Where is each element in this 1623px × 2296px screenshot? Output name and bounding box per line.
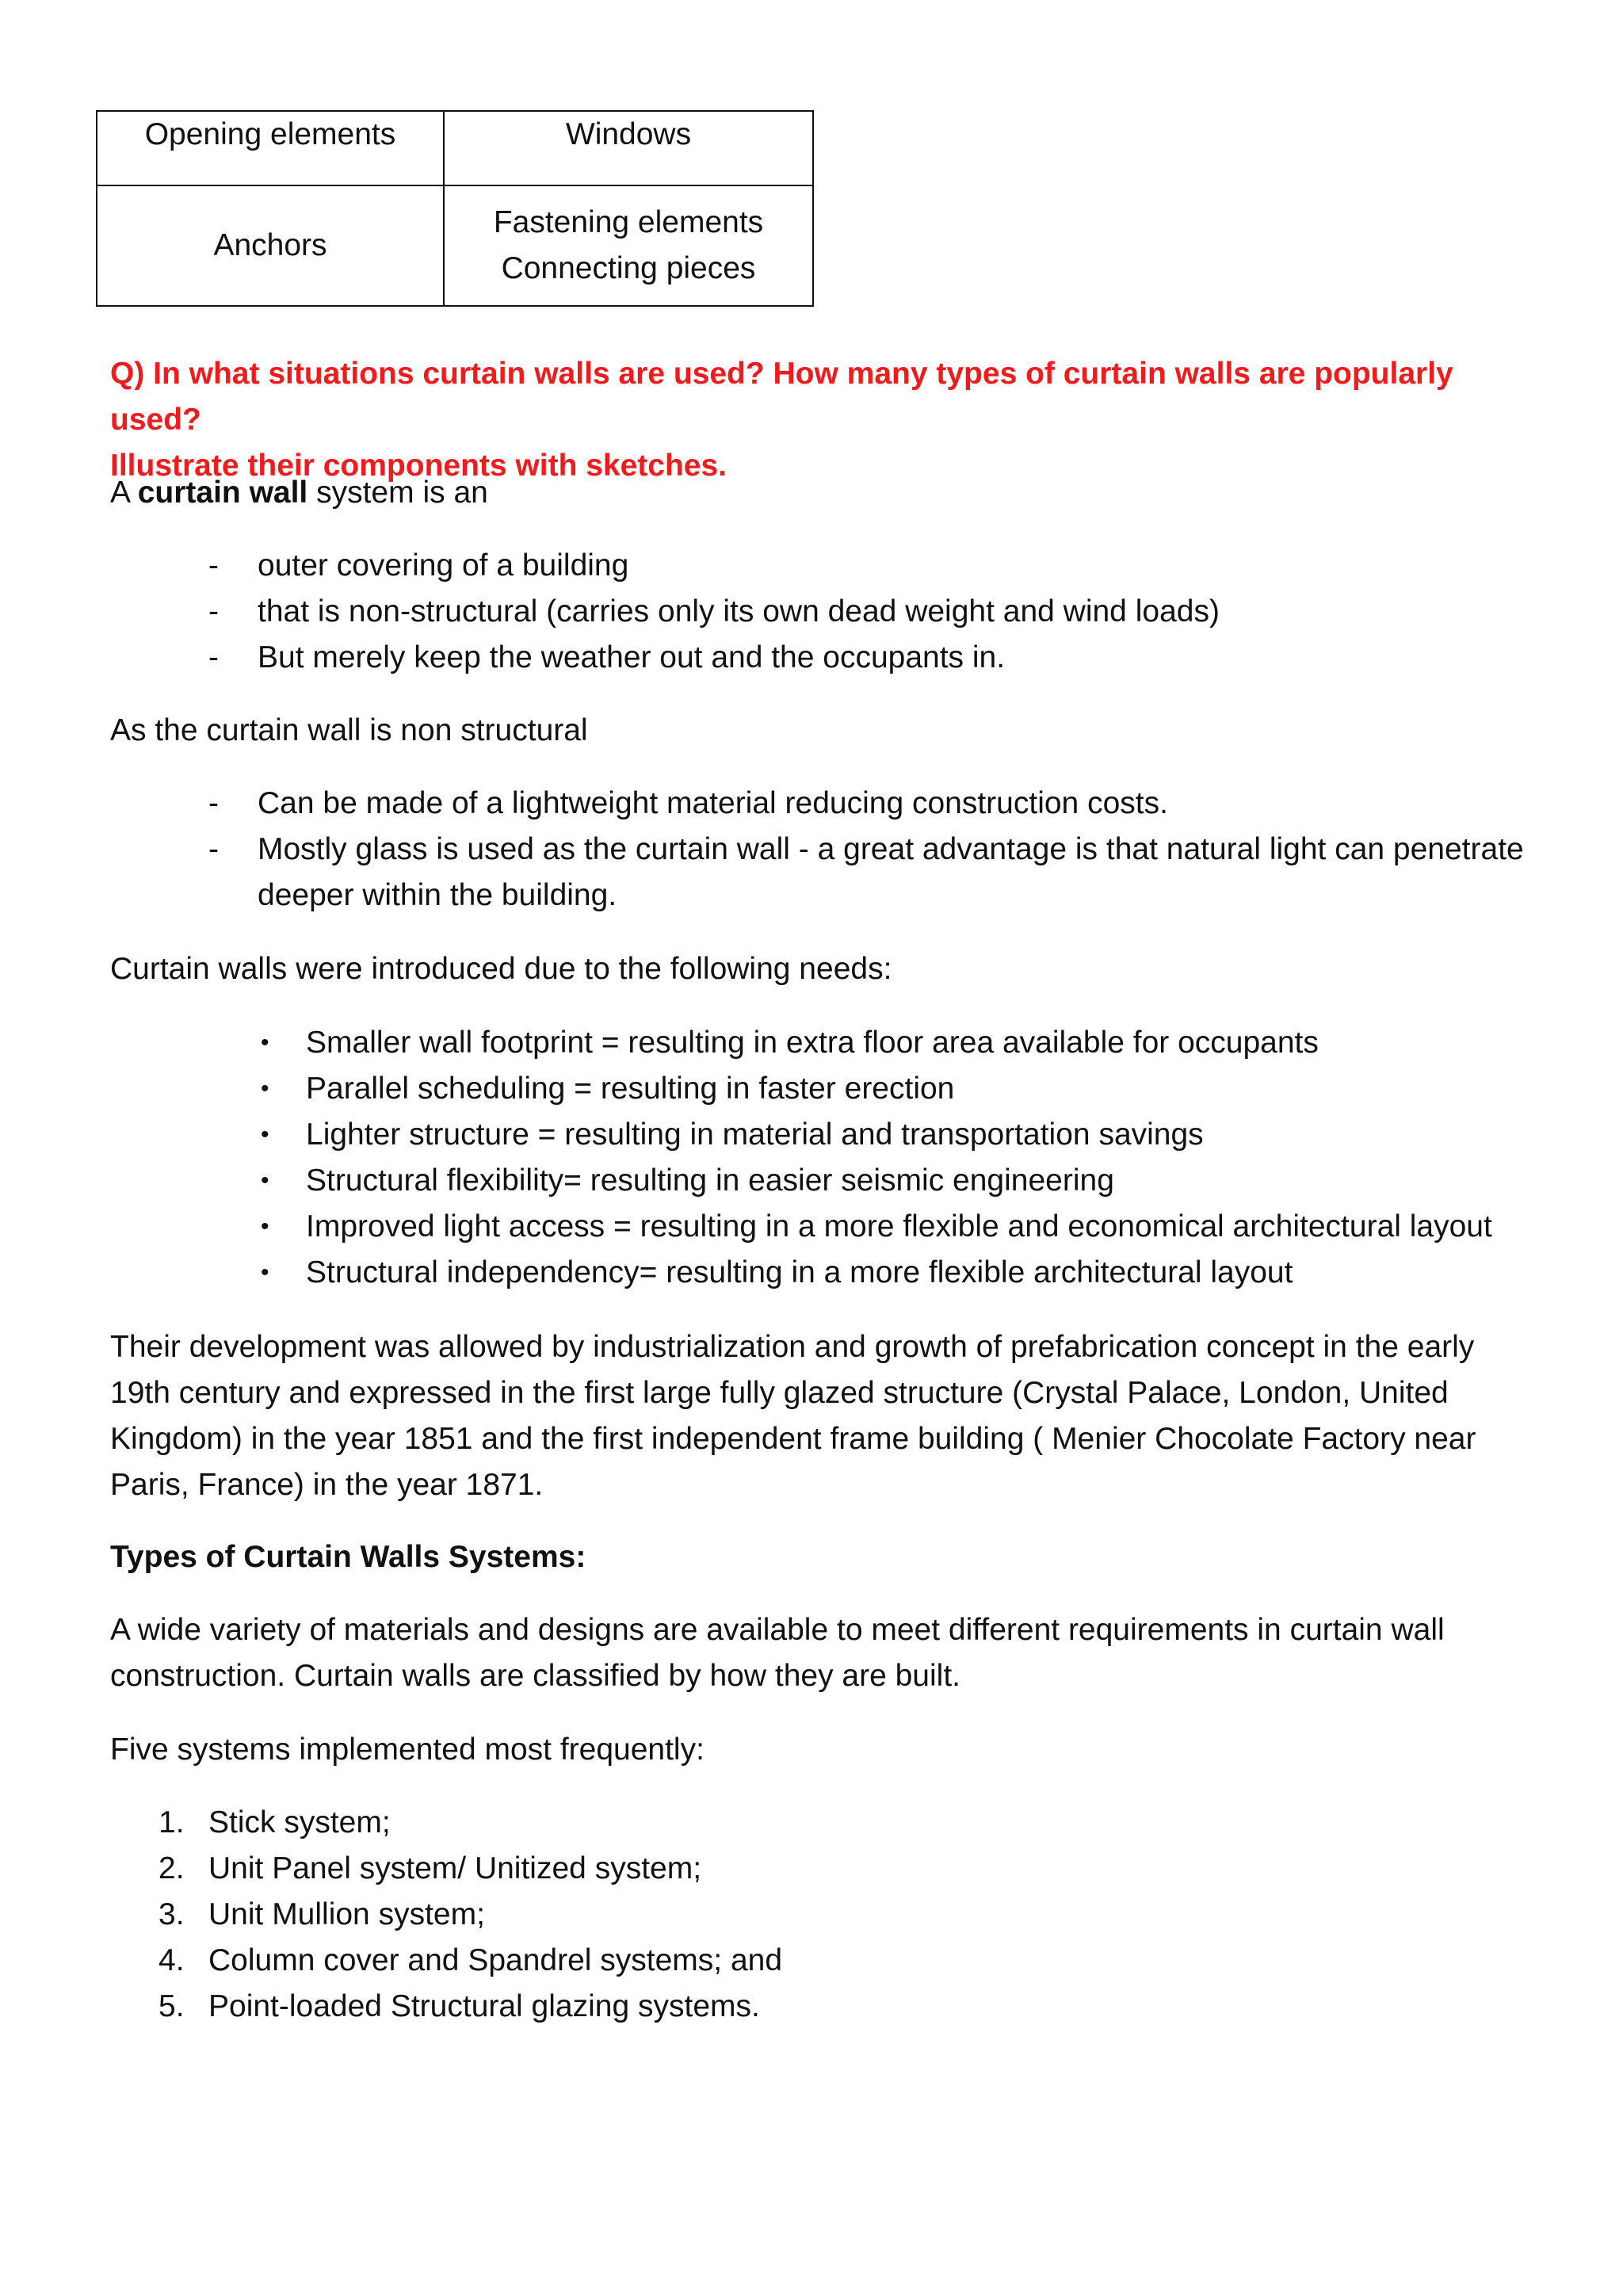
- table-cell-line: Fastening elements: [493, 205, 764, 239]
- list-item: [208, 827, 1526, 919]
- list-item-text: Parallel scheduling = resulting in faster erection: [306, 1072, 955, 1106]
- list-item: [261, 1020, 1542, 1066]
- systems-list-heading: Five systems implemented most frequently:: [110, 1733, 705, 1767]
- intro-suffix: system is an: [307, 476, 488, 510]
- systems-list: [158, 1800, 1476, 2030]
- number-marker: 5.: [158, 1989, 185, 2023]
- bullet-marker: •: [261, 1167, 269, 1194]
- dash-marker: -: [208, 548, 219, 583]
- types-heading: Types of Curtain Walls Systems:: [110, 1540, 586, 1574]
- table-cell-line: Connecting pieces: [501, 251, 756, 285]
- list-item-text: Mostly glass is used as the curtain wall - a great advantage is that natural light can penetrate deeper within the building.: [258, 832, 1524, 912]
- list-item: [261, 1158, 1542, 1204]
- list-item: [261, 1250, 1542, 1296]
- list-item: [261, 1112, 1542, 1158]
- non-structural-list: [208, 781, 1526, 919]
- intro-term: curtain wall: [137, 476, 308, 510]
- intro-list: [208, 543, 1526, 681]
- history-paragraph: Their development was allowed by industrialization and growth of prefabrication concept in the early 19th century and expressed in the first large fully glazed structure (Crystal Palace, London, United Kingdom) in the year 1851 and the first independent frame building ( Menier Chocolate Factory near Paris, France) in the year 1871.: [110, 1330, 1476, 1502]
- intro-paragraph: [110, 470, 1513, 516]
- number-marker: 2.: [158, 1851, 185, 1885]
- list-item-text: that is non-structural (carries only its own dead weight and wind loads): [258, 594, 1220, 628]
- list-item-text: Improved light access = resulting in a more flexible and economical architectural layout: [306, 1209, 1492, 1244]
- list-item-text: outer covering of a building: [258, 548, 629, 583]
- list-item-text: Unit Mullion system;: [208, 1897, 485, 1931]
- list-item-text: Smaller wall footprint = resulting in extra floor area available for occupants: [306, 1026, 1319, 1060]
- list-item: [158, 1800, 1476, 1846]
- table-cell-line: Windows: [565, 117, 692, 151]
- bullet-marker: •: [261, 1121, 269, 1148]
- list-item: [158, 1938, 1476, 1984]
- non-structural-heading: As the curtain wall is non structural: [110, 713, 588, 747]
- list-item-text: Stick system;: [208, 1805, 391, 1839]
- question-line: Q) In what situations curtain walls are used? How many types of curtain walls are popularly used?: [110, 357, 1453, 437]
- list-item: [208, 543, 1526, 589]
- bullet-marker: •: [261, 1213, 269, 1240]
- list-item-text: Can be made of a lightweight material reducing construction costs.: [258, 786, 1168, 820]
- list-item: [158, 1984, 1476, 2030]
- list-item-text: Structural independency= resulting in a more flexible architectural layout: [306, 1255, 1293, 1289]
- bullet-marker: •: [261, 1030, 269, 1056]
- table-row: [97, 111, 813, 185]
- dash-marker: -: [208, 640, 219, 674]
- number-marker: 1.: [158, 1805, 185, 1839]
- list-item: [261, 1066, 1542, 1112]
- list-item: [158, 1846, 1476, 1892]
- bullet-marker: •: [261, 1259, 269, 1286]
- table-cell-label: Opening elements: [97, 111, 444, 185]
- dash-marker: -: [208, 786, 219, 820]
- list-item: [208, 589, 1526, 635]
- table-row: [97, 185, 813, 306]
- types-description: A wide variety of materials and designs are available to meet different requirements in curtain wall construction. Curtain walls are classified by how they are built.: [110, 1613, 1445, 1693]
- table-cell-value: [444, 185, 813, 306]
- needs-list: [261, 1020, 1542, 1296]
- list-item: [208, 635, 1526, 681]
- table-cell-label: Anchors: [97, 185, 444, 306]
- number-marker: 3.: [158, 1897, 185, 1931]
- list-item-text: Column cover and Spandrel systems; and: [208, 1943, 783, 1977]
- list-item-text: Unit Panel system/ Unitized system;: [208, 1851, 702, 1885]
- list-item-text: Structural flexibility= resulting in easier seismic engineering: [306, 1163, 1114, 1198]
- list-item-text: Point-loaded Structural glazing systems.: [208, 1989, 760, 2023]
- list-item-text: But merely keep the weather out and the occupants in.: [258, 640, 1006, 674]
- table-cell-value: [444, 111, 813, 185]
- question-line: Illustrate their components with sketches.: [110, 449, 727, 483]
- question-heading: [110, 351, 1513, 489]
- dash-marker: -: [208, 832, 219, 866]
- list-item: [261, 1204, 1542, 1250]
- needs-heading: Curtain walls were introduced due to the following needs:: [110, 952, 892, 986]
- intro-prefix: A: [110, 476, 138, 510]
- list-item-text: Lighter structure = resulting in material and transportation savings: [306, 1117, 1204, 1152]
- number-marker: 4.: [158, 1943, 185, 1977]
- dash-marker: -: [208, 594, 219, 628]
- bullet-marker: •: [261, 1075, 269, 1102]
- list-item: [158, 1892, 1476, 1938]
- list-item: [208, 781, 1526, 827]
- components-table: [96, 110, 814, 307]
